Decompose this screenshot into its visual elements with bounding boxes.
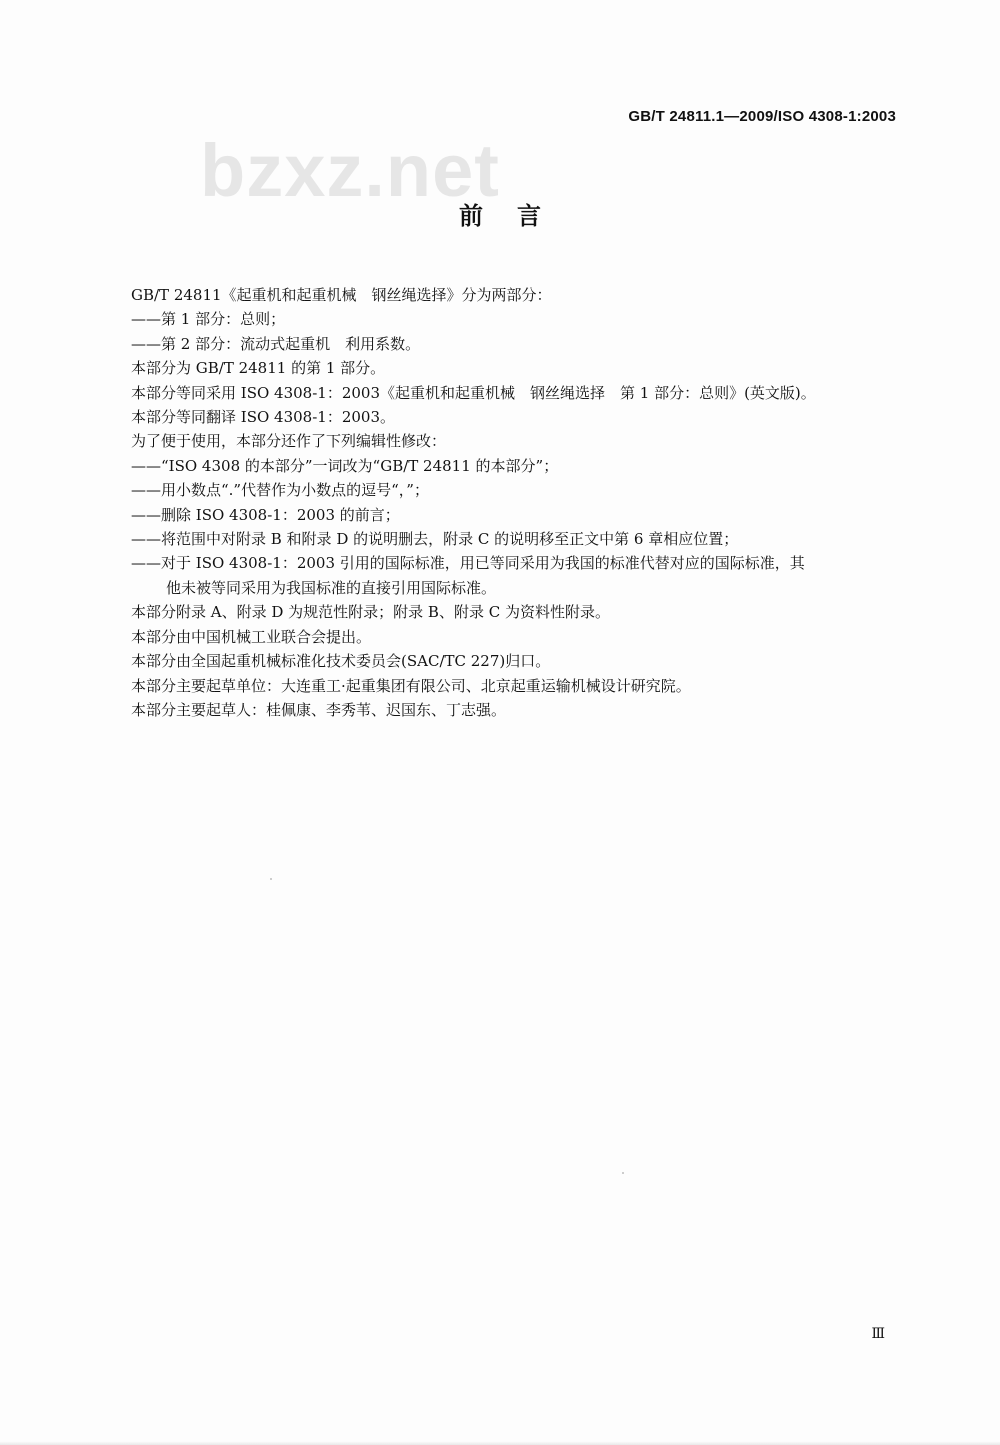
paragraph-parts-intro: GB/T 24811《起重机和起重机械 钢丝绳选择》分为两部分：	[131, 286, 552, 304]
paragraph-proposed-by: 本部分由中国机械工业联合会提出。	[131, 627, 372, 646]
scan-speck	[270, 878, 272, 880]
paragraph-editorial-intro: 为了便于使用，本部分还作了下列编辑性修改：	[131, 432, 447, 451]
page-bottom-edge	[0, 1441, 1000, 1445]
page-number: Ⅲ	[871, 1326, 885, 1342]
list-item-part-2: ——第 2 部分：流动式起重机 利用系数。	[131, 334, 421, 353]
paragraph-identical-adoption: 本部分等同采用 ISO 4308-1：2003《起重机和起重机械 钢丝绳选择 第 1 部分：总则》(英文版)。	[131, 383, 816, 402]
scan-speck	[622, 1172, 624, 1174]
list-item-edit-5-continued: 他未被等同采用为我国标准的直接引用国际标准。	[166, 578, 497, 597]
paragraph-annexes: 本部分附录 A、附录 D 为规范性附录；附录 B、附录 C 为资料性附录。	[131, 603, 610, 622]
list-item-part-1: ——第 1 部分：总则；	[131, 310, 286, 329]
paragraph-drafting-units: 本部分主要起草单位：大连重工·起重集团有限公司、北京起重运输机械设计研究院。	[131, 676, 691, 695]
paragraph-drafters: 本部分主要起草人：桂佩康、李秀苇、迟国东、丁志强。	[131, 700, 507, 719]
watermark-text: bzxz.net	[200, 129, 500, 212]
list-item-edit-4: ——将范围中对附录 B 和附录 D 的说明删去，附录 C 的说明移至正文中第 6 章相应位置；	[131, 530, 739, 549]
list-item-edit-2: ——用小数点“.”代替作为小数点的逗号“，”；	[131, 481, 429, 500]
foreword-body	[131, 283, 901, 722]
list-item-edit-5: ——对于 ISO 4308-1：2003 引用的国际标准，用已等同采用为我国的标准代替对应的国际标准，其	[131, 554, 805, 573]
page-title: 前言	[459, 202, 575, 230]
paragraph-under-jurisdiction: 本部分由全国起重机械标准化技术委员会(SAC/TC 227)归口。	[131, 652, 551, 671]
standard-code-header: GB/T 24811.1—2009/ISO 4308-1:2003	[628, 108, 896, 125]
paragraph-part-scope: 本部分为 GB/T 24811 的第 1 部分。	[131, 359, 386, 378]
list-item-edit-3: ——删除 ISO 4308-1：2003 的前言；	[131, 505, 400, 524]
list-item-edit-1: ——“ISO 4308 的本部分”一词改为“GB/T 24811 的本部分”；	[131, 456, 559, 475]
paragraph-translation: 本部分等同翻译 ISO 4308-1：2003。	[131, 408, 395, 427]
